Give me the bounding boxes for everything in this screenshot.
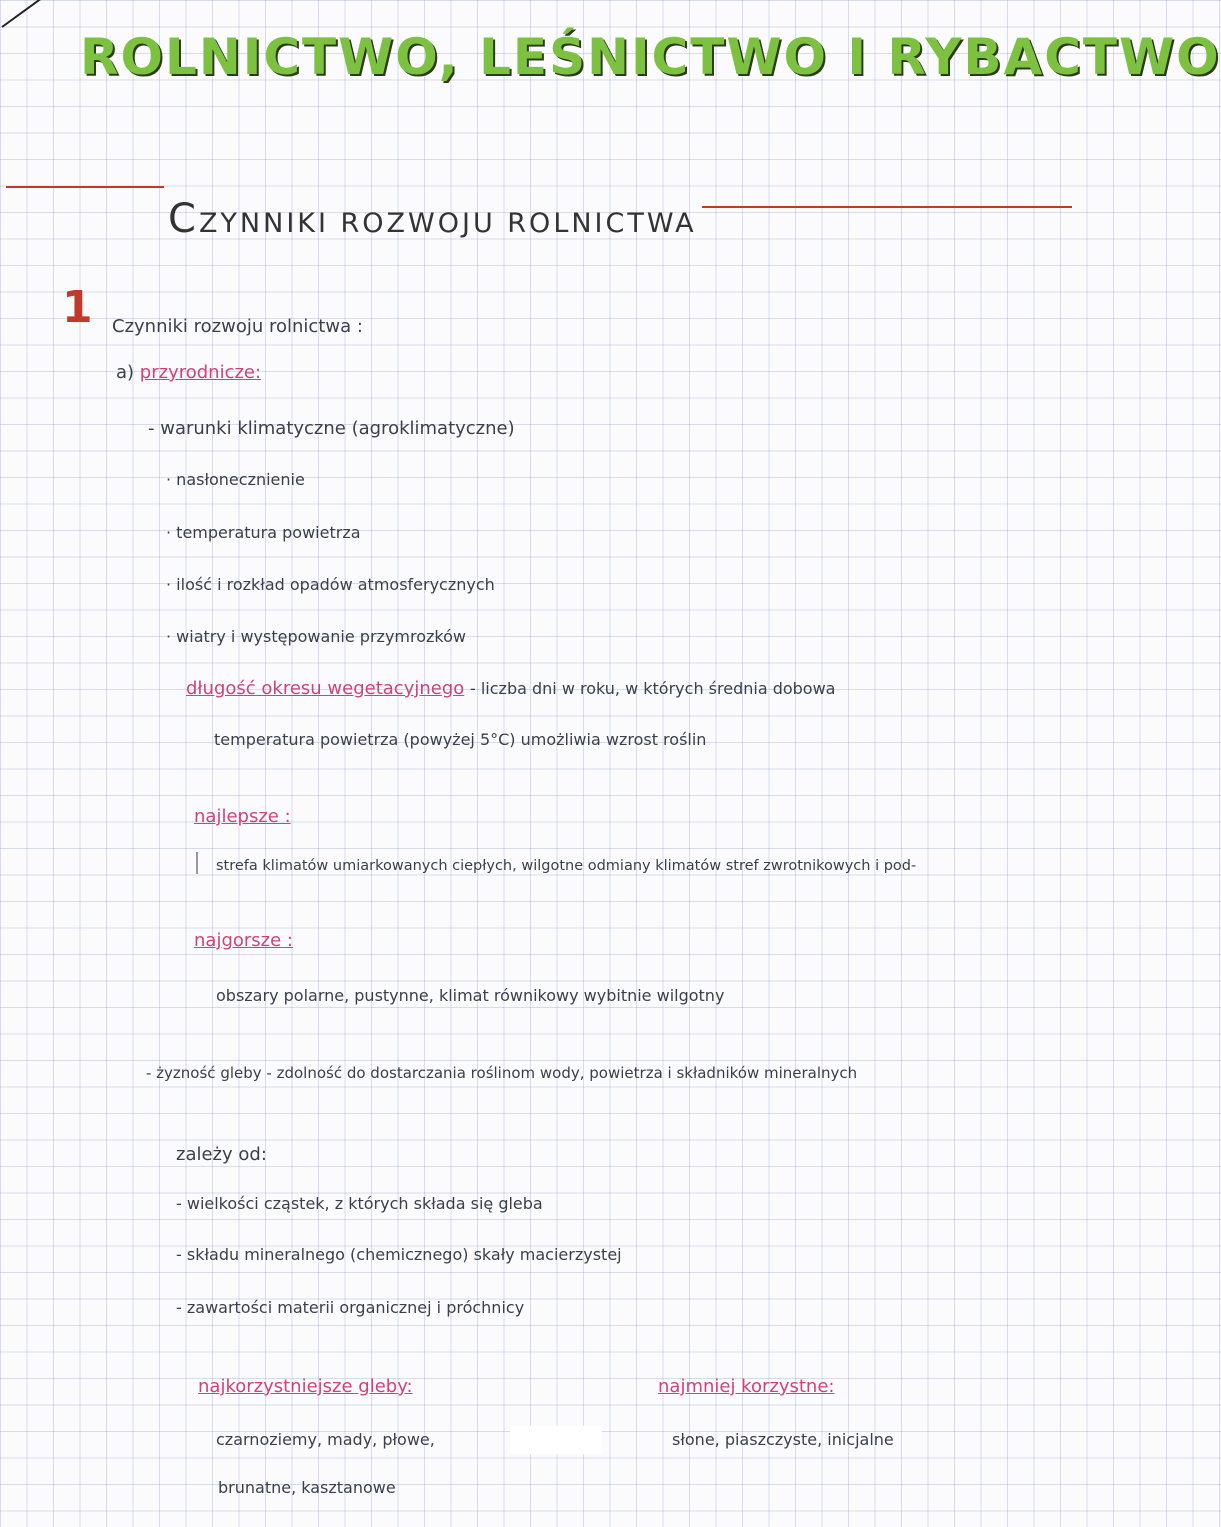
point-a-prefix: a) bbox=[116, 362, 135, 383]
subtitle-rest: ZYNNIKI ROZWOJU ROLNICTWA bbox=[198, 208, 697, 239]
intro-line: Czynniki rozwoju rolnictwa : bbox=[112, 316, 363, 337]
vegetation-def-2: temperatura powietrza (powyżej 5°C) umożliwia wzrost roślin bbox=[214, 730, 707, 749]
soil-best-text-2: brunatne, kasztanowe bbox=[218, 1478, 396, 1497]
subtitle-rule-left bbox=[6, 186, 164, 188]
vegetation-term: długość okresu wegetacyjnego bbox=[186, 678, 465, 699]
point-a-label: przyrodnicze: bbox=[139, 362, 262, 383]
page-title: ROLNICTWO, LEŚNICTWO I RYBACTWO bbox=[80, 28, 1221, 86]
soil-depends-organic: - zawartości materii organicznej i próchnicy bbox=[176, 1298, 525, 1317]
vegetation-definition bbox=[186, 678, 835, 699]
climate-worst-label: najgorsze : bbox=[194, 930, 293, 951]
soil-worst-label: najmniej korzystne: bbox=[658, 1376, 835, 1397]
climate-item-temperature: · temperatura powietrza bbox=[166, 523, 361, 542]
section-number: 1 bbox=[62, 282, 93, 333]
climate-best-text: strefa klimatów umiarkowanych ciepłych, wilgotne odmiany klimatów stref zwrotnikowych i pod- bbox=[216, 858, 917, 874]
soil-worst-text: słone, piaszczyste, inicjalne bbox=[672, 1430, 894, 1449]
climate-item-sunshine: · nasłonecznienie bbox=[166, 470, 305, 489]
soil-best-label: najkorzystniejsze gleby: bbox=[198, 1376, 413, 1397]
climate-heading: - warunki klimatyczne (agroklimatyczne) bbox=[148, 418, 515, 439]
soil-depends-mineral: - składu mineralnego (chemicznego) skały macierzystej bbox=[176, 1245, 622, 1264]
soil-heading: - żyzność gleby - zdolność do dostarczania roślinom wody, powietrza i składników mineralnych bbox=[146, 1064, 858, 1082]
margin-mark bbox=[196, 852, 198, 874]
blank-patch bbox=[510, 1426, 602, 1454]
point-a bbox=[116, 362, 261, 383]
section-subtitle bbox=[168, 196, 697, 242]
soil-depends-particles: - wielkości cząstek, z których składa się gleba bbox=[176, 1194, 543, 1213]
vegetation-def-1: - liczba dni w roku, w których średnia dobowa bbox=[470, 679, 836, 698]
climate-worst-text: obszary polarne, pustynne, klimat równikowy wybitnie wilgotny bbox=[216, 986, 725, 1005]
climate-item-winds: · wiatry i występowanie przymrozków bbox=[166, 627, 466, 646]
soil-best-text-1: czarnoziemy, mady, płowe, bbox=[216, 1430, 435, 1449]
climate-best-label: najlepsze : bbox=[194, 806, 291, 827]
soil-depends-label: zależy od: bbox=[176, 1144, 267, 1165]
subtitle-rule-right bbox=[702, 206, 1072, 208]
subtitle-initial: C bbox=[168, 196, 199, 242]
corner-pen-stroke bbox=[1, 0, 60, 28]
climate-item-precipitation: · ilość i rozkład opadów atmosferycznych bbox=[166, 575, 495, 594]
